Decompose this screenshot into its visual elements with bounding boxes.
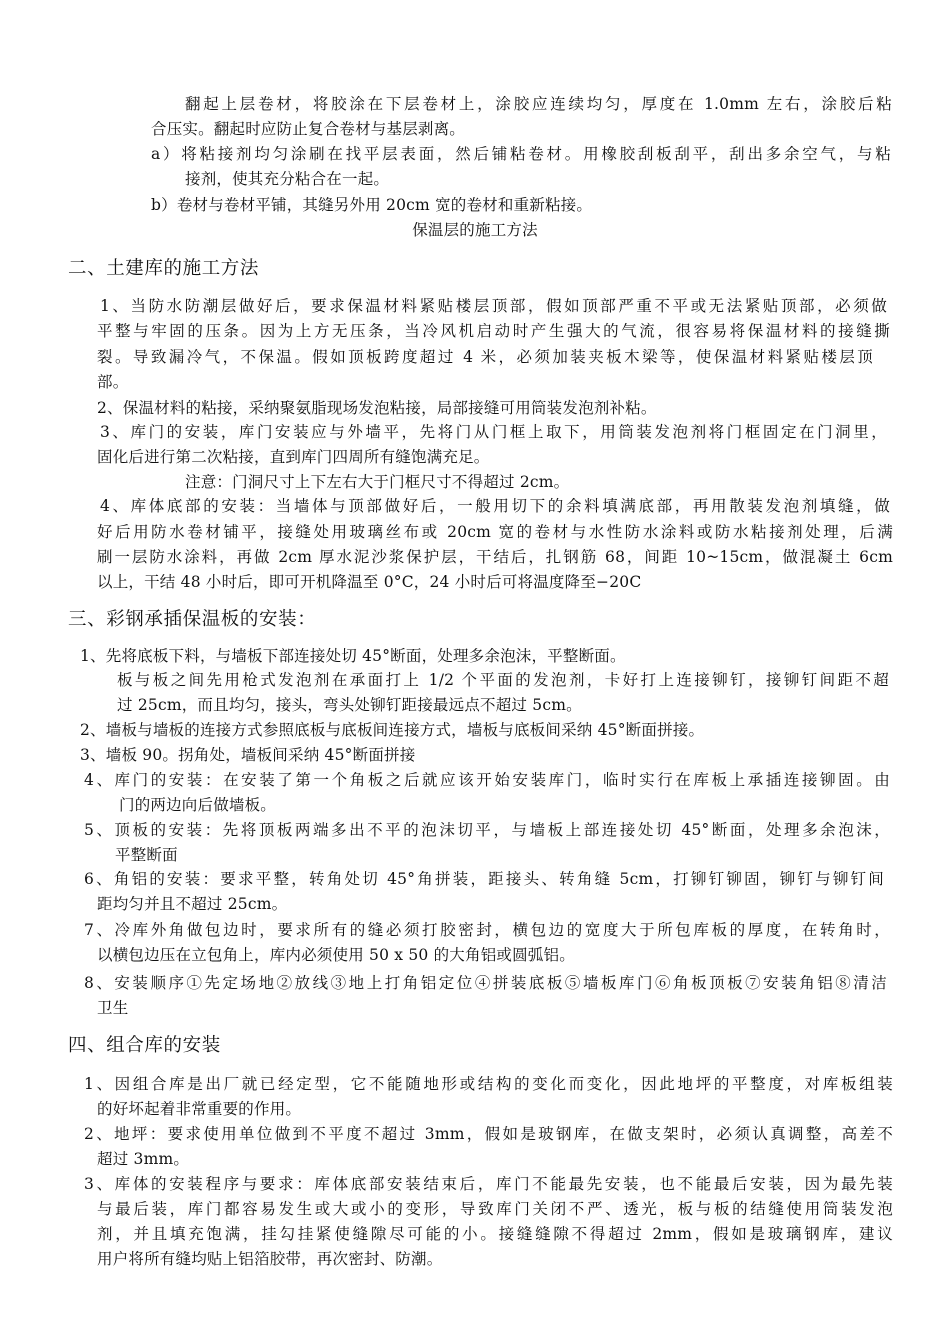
paragraph-line: 4、库体底部的安装：当墙体与顶部做好后，一般用切下的余料填满底部，再用散装发泡剂填缝，做	[100, 497, 890, 515]
paragraph-line: 1、当防水防潮层做好后，要求保温材料紧贴楼层顶部，假如顶部严重不平或无法紧贴顶部，必须做	[100, 297, 887, 315]
list-item-cont: 平整断面	[115, 846, 178, 864]
list-item: 3、库体的安装程序与要求：库体底部安装结束后，库门不能最先安装，也不能最后安装，因为最先装	[84, 1175, 893, 1193]
section-heading: 二、土建库的施工方法	[68, 258, 260, 279]
list-item: 8、安装顺序①先定场地②放线③地上打角铝定位④拼装底板⑤墙板库门⑥角板顶板⑦安装角铝⑧清洁	[84, 974, 887, 992]
intro-line: 翻起上层卷材，将胶涂在下层卷材上，涂胶应连续均匀，厚度在 1.0mm 左右，涂胶后粘	[185, 95, 892, 113]
list-item-cont: 板与板之间先用枪式发泡剂在承面打上 1/2 个平面的发泡剂，卡好打上连接铆钉，接铆钉间距不超	[117, 671, 889, 689]
paragraph-line: 裂。导致漏冷气，不保温。假如顶板跨度超过 4 米，必须加装夹板木梁等，使保温材料紧贴楼层顶	[97, 348, 873, 366]
section-heading: 四、组合库的安装	[68, 1035, 221, 1056]
paragraph-line: 以上，干结 48 小时后，即可开机降温至 0°C，24 小时后可将温度降至−20C	[97, 573, 642, 591]
list-item-cont: 卫生	[97, 999, 129, 1017]
list-item-cont: 的好坏起着非常重要的作用。	[97, 1100, 302, 1118]
list-item: 6、角铝的安装：要求平整，转角处切 45°角拼装，距接头、转角缝 5cm，打铆钉铆固，铆钉与铆钉间	[84, 870, 884, 888]
paragraph-line: 好后用防水卷材铺平，接缝处用玻璃丝布或 20cm 宽的卷材与水性防水涂料或防水粘接剂处理，后满	[97, 523, 893, 541]
list-item: 4、库门的安装：在安装了第一个角板之后就应该开始安装库门，临时实行在库板上承插连接铆固。由	[84, 771, 890, 789]
list-item: 2、地坪：要求使用单位做到不平度不超过 3mm，假如是玻钢库，在做支架时，必须认真调整，高差不	[84, 1125, 893, 1143]
list-item-cont: 用户将所有缝均贴上铝箔胶带，再次密封、防潮。	[97, 1250, 443, 1268]
list-item-cont: 以横包边压在立包角上，库内必须使用 50 x 50 的大角铝或圆弧铝。	[97, 946, 575, 964]
list-item: 7、冷库外角做包边时，要求所有的缝必须打胶密封，横包边的宽度大于所包库板的厚度，在转角时，	[84, 921, 890, 939]
list-item-cont: 门的两边向后做墙板。	[119, 796, 277, 814]
list-item: 5、顶板的安装：先将顶板两端多出不平的泡沫切平，与墙板上部连接处切 45°断面，处理多余泡沫，	[84, 821, 890, 839]
list-item-cont: 超过 3mm。	[97, 1150, 190, 1168]
list-item: 2、墙板与墙板的连接方式参照底板与底板间连接方式，墙板与底板间采纳 45°断面拼接。	[80, 721, 705, 739]
subtitle: 保温层的施工方法	[412, 221, 538, 239]
paragraph-line: 刷一层防水涂料，再做 2cm 厚水泥沙浆保护层，干结后，扎钢筋 68，间距 10~15cm，做混凝土 6cm	[97, 548, 893, 566]
note-line: 注意：门洞尺寸上下左右大于门框尺寸不得超过 2cm。	[185, 473, 570, 491]
list-item-cont: 剂，并且填充饱满，挂勾挂紧使缝隙尽可能的小。接缝缝隙不得超过 2mm，假如是玻璃钢库，建议	[97, 1225, 893, 1243]
list-item: 1、先将底板下料，与墙板下部连接处切 45°断面，处理多余泡沫，平整断面。	[80, 647, 626, 665]
list-item-cont: 与最后装，库门都容易发生或大或小的变形，导致库门关闭不严、透光，板与板的结缝使用筒装发泡	[97, 1200, 893, 1218]
paragraph-line: 3、库门的安装，库门安装应与外墙平，先将门从门框上取下，用筒装发泡剂将门框固定在门洞里，	[100, 423, 887, 441]
paragraph-line: 2、保温材料的粘接，采纳聚氨脂现场发泡粘接，局部接缝可用筒装发泡剂补粘。	[97, 399, 657, 417]
paragraph-line: 部。	[97, 373, 129, 391]
list-item-cont: 过 25cm，而且均匀，接头，弯头处铆钉距接最远点不超过 5cm。	[117, 696, 582, 714]
paragraph-line: 平整与牢固的压条。因为上方无压条，当冷风机启动时产生强大的气流，很容易将保温材料的接缝撕	[97, 322, 890, 340]
list-item: 1、因组合库是出厂就已经定型，它不能随地形或结构的变化而变化，因此地坪的平整度，对库板组装	[84, 1075, 893, 1093]
section-heading: 三、彩钢承插保温板的安装：	[68, 609, 317, 630]
list-item-cont: 距均匀并且不超过 25cm。	[97, 895, 288, 913]
list-item-b: b）卷材与卷材平铺，其缝另外用 20cm 宽的卷材和重新粘接。	[151, 196, 593, 214]
list-item-a-cont: 接剂，使其充分粘合在一起。	[185, 170, 390, 188]
intro-line: 合压实。翻起时应防止复合卷材与基层剥离。	[151, 120, 466, 138]
paragraph-line: 固化后进行第二次粘接，直到库门四周所有缝饱满充足。	[97, 448, 490, 466]
list-item: 3、墙板 90。拐角处，墙板间采纳 45°断面拼接	[80, 746, 416, 764]
list-item-a: a）将粘接剂均匀涂刷在找平层表面，然后铺粘卷材。用橡胶刮板刮平，刮出多余空气，与粘	[151, 145, 891, 163]
